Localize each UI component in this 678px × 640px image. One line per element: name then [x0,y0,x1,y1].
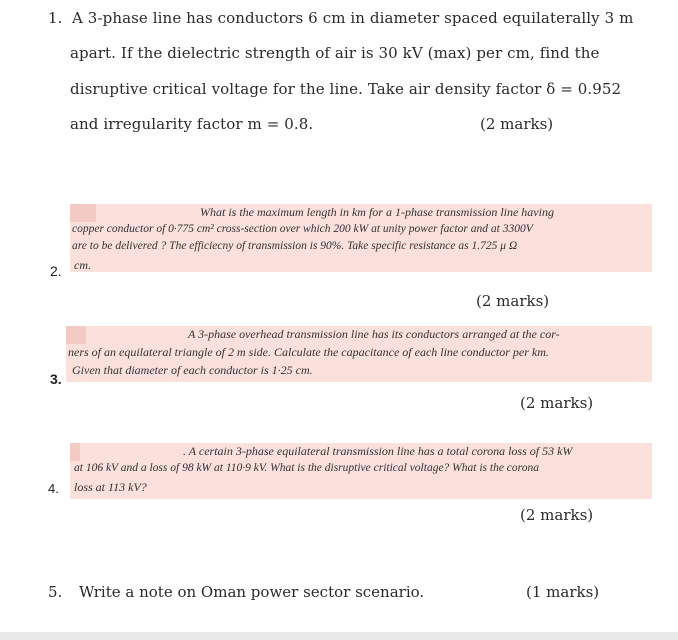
question-3-marks: (2 marks) [520,394,594,412]
question-2-line-1: What is the maximum length in km for a 1-phase transmission line having [200,205,554,219]
question-3-number: 3. [50,371,62,387]
question-1-line-1: A 3-phase line has conductors 6 cm in diameter spaced equilaterally 3 m [72,9,634,27]
question-5-text: Write a note on Oman power sector scenario. [79,583,425,601]
question-3-line-2: ners of an equilateral triangle of 2 m side. Calculate the capacitance of each line conductor per km. [68,345,549,359]
question-2-line-3: are to be delivered ? The efficiecny of transmission is 90%. Take specific resistance as 1.725 μ Ω [72,240,518,252]
question-1-line-3: disruptive critical voltage for the line. Take air density factor δ = 0.952 [70,80,622,98]
question-2-marks: (2 marks) [476,292,550,310]
question-4-line-3: loss at 113 kV? [74,480,147,494]
question-4-line-2: at 106 kV and a loss of 98 kW at 110·9 kV. What is the disruptive critical voltage? What is the corona [74,462,539,474]
question-3-highlight-tab [66,326,86,344]
question-1-number: 1. [48,9,63,27]
question-2-line-2: copper conductor of 0·775 cm² cross-section over which 200 kW at unity power factor and at 3300V [72,223,533,235]
question-3-line-1: A 3-phase overhead transmission line has its conductors arranged at the cor- [188,327,560,341]
page-bottom-edge [0,632,678,640]
question-4-number: 4. [48,481,59,496]
question-2-highlight-tab [70,204,96,222]
question-5-number: 5. [48,583,63,601]
question-4-marks: (2 marks) [520,506,594,524]
question-1-marks: (2 marks) [480,115,554,133]
question-2-line-4: cm. [74,258,91,272]
question-5-marks: (1 marks) [526,583,600,601]
question-4-line-1: . A certain 3-phase equilateral transmission line has a total corona loss of 53 kW [183,444,573,458]
question-2-number: 2. [50,263,62,279]
question-1-line-4: and irregularity factor m = 0.8. [70,115,314,133]
question-1-line-2: apart. If the dielectric strength of air is 30 kV (max) per cm, find the [70,44,600,62]
question-4-highlight-tab [70,443,80,461]
question-3-line-3: Given that diameter of each conductor is 1·25 cm. [72,363,313,377]
